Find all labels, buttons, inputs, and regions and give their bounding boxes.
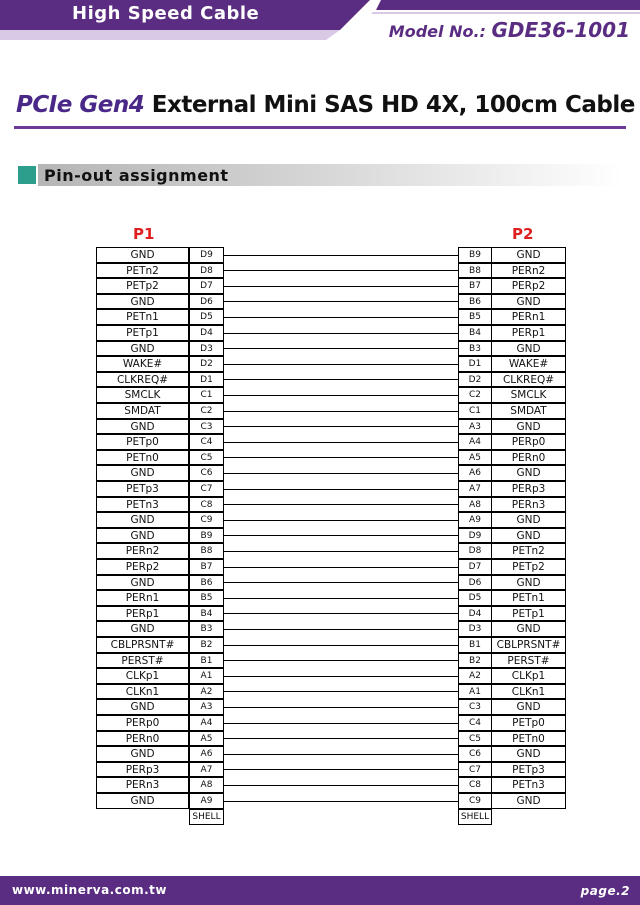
p1-signal-cell: SMDAT [96, 403, 189, 419]
p2-signal-cell: PETp0 [491, 715, 566, 731]
p2-signal-cell: GND [491, 512, 566, 528]
wire-line [224, 567, 458, 568]
wire-line [224, 426, 458, 427]
p2-signal-cell: PERn3 [491, 497, 566, 513]
p1-pin-cell: C9 [189, 512, 224, 528]
p1-pin-cell: B7 [189, 559, 224, 575]
p2-signal-cell: PETn1 [491, 590, 566, 606]
p2-pin-cell: A5 [458, 450, 492, 466]
p2-signal-cell: GND [491, 621, 566, 637]
p2-pin-cell: A8 [458, 497, 492, 513]
p1-pin-cell: C1 [189, 387, 224, 403]
p2-pin-cell: A2 [458, 668, 492, 684]
p2-pin-cell: A6 [458, 465, 492, 481]
wire-line [224, 551, 458, 552]
wire-line [224, 754, 458, 755]
p1-pin-cell: D8 [189, 263, 224, 279]
p2-pin-cell: C7 [458, 762, 492, 778]
p1-signal-cell: PETp2 [96, 278, 189, 294]
p1-pin-cell: D9 [189, 247, 224, 263]
p1-pin-cell: A3 [189, 699, 224, 715]
p1-pin-cell: C3 [189, 419, 224, 435]
p1-signal-cell: GND [96, 575, 189, 591]
p1-pin-cell: B1 [189, 653, 224, 669]
p2-pin-cell: C3 [458, 699, 492, 715]
p1-signal-cell: PERp2 [96, 559, 189, 575]
p2-signal-cell: CBLPRSNT# [491, 637, 566, 653]
p2-signal-cell: GND [491, 341, 566, 357]
p1-pin-cell: C5 [189, 450, 224, 466]
p2-pin-cell: A7 [458, 481, 492, 497]
wire-line [224, 442, 458, 443]
p1-pin-cell: A5 [189, 731, 224, 747]
wire-line [224, 364, 458, 365]
wire-line [224, 613, 458, 614]
p1-signal-cell: PETp0 [96, 434, 189, 450]
page-title-highlight: PCIe Gen4 [16, 92, 145, 118]
p1-pin-cell: B6 [189, 575, 224, 591]
p1-signal-cell: PERn1 [96, 590, 189, 606]
p2-pin-cell: B4 [458, 325, 492, 341]
wire-line [224, 598, 458, 599]
p2-signal-cell: PERp2 [491, 278, 566, 294]
p1-pin-cell: A1 [189, 668, 224, 684]
p2-signal-cell: GND [491, 294, 566, 310]
wire-line [224, 301, 458, 302]
p2-pin-cell: C5 [458, 731, 492, 747]
p1-signal-cell: GND [96, 247, 189, 263]
p2-signal-cell: PETn2 [491, 543, 566, 559]
p1-signal-cell: PERST# [96, 653, 189, 669]
p1-signal-cell: PERn0 [96, 731, 189, 747]
wire-line [224, 489, 458, 490]
p1-pin-cell: D3 [189, 341, 224, 357]
wire-line [224, 317, 458, 318]
p1-signal-cell: PETn3 [96, 497, 189, 513]
p2-signal-cell: PERn0 [491, 450, 566, 466]
p1-pin-cell: B4 [189, 606, 224, 622]
section-marker-icon [18, 166, 36, 184]
wire-line [224, 411, 458, 412]
p2-pin-cell: A1 [458, 684, 492, 700]
p1-signal-cell: GND [96, 294, 189, 310]
p1-pin-cell: B8 [189, 543, 224, 559]
p1-signal-cell: GND [96, 793, 189, 809]
p2-pin-cell: C4 [458, 715, 492, 731]
p1-pin-cell: A2 [189, 684, 224, 700]
p2-pin-cell: B7 [458, 278, 492, 294]
p1-signal-cell: WAKE# [96, 356, 189, 372]
wire-line [224, 707, 458, 708]
wire-line [224, 270, 458, 271]
p2-shell-cell: SHELL [458, 809, 492, 825]
p2-pin-cell: B6 [458, 294, 492, 310]
p1-pin-cell: C2 [189, 403, 224, 419]
p1-signal-cell: SMCLK [96, 387, 189, 403]
wire-line [224, 457, 458, 458]
p1-signal-cell: CBLPRSNT# [96, 637, 189, 653]
p2-pin-cell: D9 [458, 528, 492, 544]
footer-band [0, 876, 640, 905]
p2-signal-cell: SMDAT [491, 403, 566, 419]
p2-signal-cell: CLKREQ# [491, 372, 566, 388]
wire-line [224, 333, 458, 334]
p1-signal-cell: GND [96, 512, 189, 528]
p2-signal-cell: GND [491, 247, 566, 263]
p2-signal-cell: PERp0 [491, 434, 566, 450]
p1-signal-cell: GND [96, 341, 189, 357]
p2-pin-cell: B2 [458, 653, 492, 669]
p1-pin-cell: D4 [189, 325, 224, 341]
model-label: Model No.: [388, 22, 486, 41]
model-value: GDE36-1001 [491, 18, 630, 42]
page-number: page.2 [580, 884, 630, 898]
p2-pin-cell: D7 [458, 559, 492, 575]
p2-signal-cell: PERn2 [491, 263, 566, 279]
p1-signal-cell: PETn0 [96, 450, 189, 466]
p1-pin-cell: C7 [189, 481, 224, 497]
p2-pin-cell: A3 [458, 419, 492, 435]
p2-pin-cell: B9 [458, 247, 492, 263]
page-title-rest: External Mini SAS HD 4X, 100cm Cable [151, 92, 635, 118]
p2-signal-cell: PETn3 [491, 777, 566, 793]
p2-signal-cell: GND [491, 419, 566, 435]
p1-signal-cell: CLKREQ# [96, 372, 189, 388]
wire-line [224, 629, 458, 630]
p1-signal-cell: GND [96, 746, 189, 762]
p2-pin-cell: D2 [458, 372, 492, 388]
p2-pin-cell: C8 [458, 777, 492, 793]
p2-pin-cell: C9 [458, 793, 492, 809]
p1-pin-cell: A9 [189, 793, 224, 809]
p1-signal-cell: PERp0 [96, 715, 189, 731]
p2-signal-cell: GND [491, 793, 566, 809]
p2-pin-cell: D6 [458, 575, 492, 591]
p2-pin-cell: C6 [458, 746, 492, 762]
p1-pin-cell: B5 [189, 590, 224, 606]
p1-signal-cell: GND [96, 528, 189, 544]
p2-pin-cell: C1 [458, 403, 492, 419]
p1-signal-cell: GND [96, 419, 189, 435]
footer-url: www.minerva.com.tw [12, 883, 167, 897]
p2-signal-cell: PERp3 [491, 481, 566, 497]
p2-signal-cell: GND [491, 465, 566, 481]
p1-pin-cell: D5 [189, 309, 224, 325]
model-number [389, 18, 630, 42]
p2-signal-cell: SMCLK [491, 387, 566, 403]
p1-pin-cell: D1 [189, 372, 224, 388]
p1-signal-cell: CLKp1 [96, 668, 189, 684]
p1-pin-cell: C8 [189, 497, 224, 513]
p2-signal-cell: PETn0 [491, 731, 566, 747]
wire-line [224, 801, 458, 802]
p1-signal-cell: PERp1 [96, 606, 189, 622]
header-category: High Speed Cable [72, 3, 260, 24]
p2-signal-cell: PERn1 [491, 309, 566, 325]
wire-line [224, 379, 458, 380]
wire-line [224, 286, 458, 287]
wire-line [224, 348, 458, 349]
p1-signal-cell: PETn1 [96, 309, 189, 325]
wire-line [224, 504, 458, 505]
p1-pin-cell: D6 [189, 294, 224, 310]
p1-pin-cell: B2 [189, 637, 224, 653]
p1-pin-cell: D2 [189, 356, 224, 372]
p2-signal-cell: PETp2 [491, 559, 566, 575]
wire-line [224, 723, 458, 724]
p2-pin-cell: A9 [458, 512, 492, 528]
p1-pin-cell: D7 [189, 278, 224, 294]
p1-signal-cell: PERn3 [96, 777, 189, 793]
p2-pin-cell: D8 [458, 543, 492, 559]
p2-signal-cell: GND [491, 699, 566, 715]
p2-pin-cell: D3 [458, 621, 492, 637]
wire-line [224, 473, 458, 474]
p1-signal-cell: PETp1 [96, 325, 189, 341]
wire-line [224, 785, 458, 786]
p1-shell-cell: SHELL [189, 809, 224, 825]
p2-label: P2 [512, 225, 534, 243]
p1-signal-cell: GND [96, 621, 189, 637]
p1-pin-cell: A8 [189, 777, 224, 793]
p2-signal-cell: GND [491, 528, 566, 544]
p2-pin-cell: B1 [458, 637, 492, 653]
p2-pin-cell: B5 [458, 309, 492, 325]
p1-signal-cell: PETn2 [96, 263, 189, 279]
p2-pin-cell: D1 [458, 356, 492, 372]
p2-signal-cell: CLKn1 [491, 684, 566, 700]
p1-pin-cell: A7 [189, 762, 224, 778]
p2-signal-cell: PETp3 [491, 762, 566, 778]
p1-pin-cell: A6 [189, 746, 224, 762]
wire-line [224, 645, 458, 646]
wire-line [224, 691, 458, 692]
wire-line [224, 676, 458, 677]
p2-signal-cell: CLKp1 [491, 668, 566, 684]
p1-signal-cell: PETp3 [96, 481, 189, 497]
p2-pin-cell: D4 [458, 606, 492, 622]
p2-pin-cell: B3 [458, 341, 492, 357]
p1-pin-cell: C4 [189, 434, 224, 450]
p2-pin-cell: A4 [458, 434, 492, 450]
wire-line [224, 769, 458, 770]
p1-signal-cell: GND [96, 465, 189, 481]
p2-signal-cell: GND [491, 575, 566, 591]
wire-line [224, 660, 458, 661]
p1-signal-cell: CLKn1 [96, 684, 189, 700]
p1-pin-cell: C6 [189, 465, 224, 481]
p2-pin-cell: D5 [458, 590, 492, 606]
p1-pin-cell: B9 [189, 528, 224, 544]
wire-line [224, 395, 458, 396]
wire-line [224, 255, 458, 256]
p1-pin-cell: B3 [189, 621, 224, 637]
p2-pin-cell: B8 [458, 263, 492, 279]
p2-pin-cell: C2 [458, 387, 492, 403]
p1-signal-cell: PERn2 [96, 543, 189, 559]
p2-signal-cell: PERp1 [491, 325, 566, 341]
wire-line [224, 520, 458, 521]
title-divider [14, 126, 626, 129]
p2-signal-cell: PERST# [491, 653, 566, 669]
p1-pin-cell: A4 [189, 715, 224, 731]
p2-signal-cell: WAKE# [491, 356, 566, 372]
p1-signal-cell: PERp3 [96, 762, 189, 778]
section-title: Pin-out assignment [44, 166, 229, 185]
p2-signal-cell: PETp1 [491, 606, 566, 622]
wire-line [224, 582, 458, 583]
wire-line [224, 535, 458, 536]
p1-signal-cell: GND [96, 699, 189, 715]
p2-signal-cell: GND [491, 746, 566, 762]
p1-label: P1 [133, 225, 155, 243]
page-title [16, 92, 635, 118]
wire-line [224, 738, 458, 739]
